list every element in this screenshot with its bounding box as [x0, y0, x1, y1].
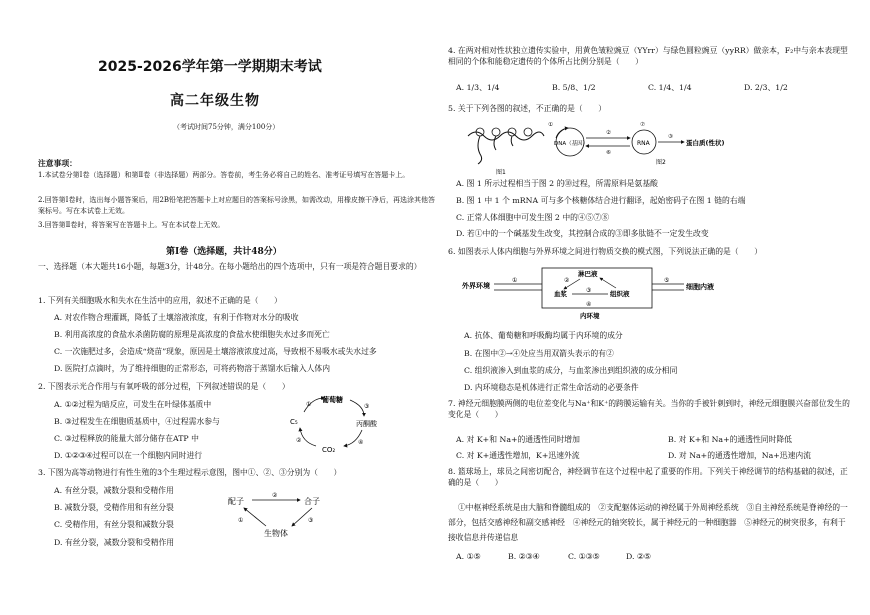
- q6-exchange-diagram: [460, 262, 720, 324]
- notes-heading: 注意事项：: [38, 159, 77, 168]
- q4-stem: 4. 在两对相对性状独立遗传实验中，用黄色皱粒豌豆（YYrr）与绿色圆粒豌豆（yyRR）做亲本，F₂中与亲本表现型相同的个体和能稳定遗传的个体所占比例分别是（ ）: [448, 46, 848, 66]
- q2-step-4: ④: [358, 439, 364, 446]
- q2-step-1: ①: [306, 401, 312, 408]
- q5-step-2: ②: [606, 130, 611, 136]
- q3-zygote-label: 合子: [304, 497, 320, 506]
- left-column: [38, 0, 438, 615]
- q5-protein-label: 蛋白质(性状): [686, 139, 725, 147]
- q8-statements: ①中枢神经系统是由大脑和脊髓组成的 ②支配躯体运动的神经属于外周神经系统 ③自主神经系统是脊神经的一部分，包括交感神经和副交感神经 ④神经元的轴突较长，属于神经元的一种细胞器 ⑤神经元的树突很多，有利于接收信息并传递信息: [448, 503, 848, 542]
- q5-step-1: ①: [548, 122, 553, 128]
- q4-option-a: A. 1/3、1/4: [456, 83, 500, 92]
- q5-step-7: ⑦: [640, 122, 645, 128]
- q3-stem: 3. 下图为高等动物进行有性生殖的3个生理过程示意图，图中①、②、③分别为（ ）: [38, 468, 342, 477]
- q6-step-4: ④: [586, 301, 592, 308]
- q5-option-a: A. 图 1 所示过程相当于图 2 的⑩过程，所需原料是氨基酸: [456, 179, 658, 188]
- q4-option-b: B. 5/8、1/2: [552, 83, 596, 92]
- q8-option-b: B. ②③④: [508, 552, 540, 561]
- q1-option-b: B. 利用高浓度的食盐水杀菌防腐的原理是高浓度的食盐水使细胞失水过多而死亡: [54, 330, 330, 339]
- q6-option-a: A. 抗体、葡萄糖和呼吸酶均属于内环境的成分: [464, 331, 623, 340]
- q3-option-a: A. 有丝分裂，减数分裂和受精作用: [54, 486, 174, 495]
- q3-option-c: C. 受精作用，有丝分裂和减数分裂: [54, 520, 174, 529]
- q7-stem: 7. 神经元细胞膜两侧的电位差变化与Na⁺和K⁺的跨膜运输有关。当你的手被针刺到时，神经元细胞膜兴奋部位发生的变化是（ ）: [448, 399, 850, 419]
- q3-step-3: ③: [308, 517, 314, 524]
- q1-option-c: C. 一次施肥过多，会造成“烧苗”现象，原因是土壤溶液浓度过高，导致根不易吸水或失水过多: [54, 347, 377, 356]
- q5-option-c: C. 正常人体细胞中可发生图 2 中的④⑤⑦⑧: [456, 213, 610, 222]
- q6-step-1: ①: [512, 277, 518, 284]
- q2-cycle-diagram: [286, 392, 386, 454]
- q2-option-b: B. ③过程发生在细胞质基质中，④过程需水参与: [54, 417, 220, 426]
- q2-option-d: D. ①②③④过程可以在一个细胞内同时进行: [54, 451, 203, 460]
- q8-option-d: D. ②⑤: [626, 552, 651, 561]
- exam-info: （考试时间75分钟，满分100分）: [173, 123, 280, 131]
- q7-option-a: A. 对 K+和 Na+的通透性同时增加: [456, 435, 580, 444]
- q2-option-c: C. ③过程释放的能量大部分储存在ATP 中: [54, 434, 199, 443]
- q4-option-c: C. 1/4、1/4: [648, 83, 692, 92]
- q5-rna-label: RNA: [637, 140, 650, 147]
- q6-step-2: ②: [564, 277, 570, 284]
- right-column: [448, 0, 853, 615]
- q5-figure-2: [548, 120, 748, 176]
- q2-step-3: ③: [364, 403, 370, 410]
- q6-stem: 6. 如图表示人体内细胞与外界环境之间进行物质交换的模式图，下列说法正确的是（ ）: [448, 247, 762, 256]
- section-instruction: 一、选择题（本大题共16小题，每题3分，计48分。在每小题给出的四个选项中，只有一项是符合题目要求的）: [38, 262, 422, 271]
- q1-stem: 1. 下列有关细胞吸水和失水在生活中的应用，叙述不正确的是（ ）: [38, 296, 282, 305]
- q7-option-c: C. 对 K+通透性增加，K+迅速外流: [456, 451, 580, 460]
- q4-option-d: D. 2/3、1/2: [744, 83, 788, 92]
- q3-step-1: ①: [238, 517, 244, 524]
- q5-figure-1: [466, 118, 546, 176]
- q2-co2-label: CO₂: [322, 446, 336, 454]
- q5-step-6: ⑥: [606, 150, 611, 156]
- q6-option-c: C. 组织液渗入到血浆的成分，与血浆渗出到组织液的成分相同: [464, 366, 678, 375]
- q5-fig1-caption: 图1: [496, 169, 506, 176]
- q2-c5-label: C₅: [290, 418, 298, 426]
- note-item: 3.回答第Ⅱ卷时，将答案写在答题卡上。写在本试卷上无效。: [38, 221, 225, 229]
- q5-option-b: B. 图 1 中 1 个 mRNA 可与多个核糖体结合进行翻译，起始密码子在图 1 链的右端: [456, 196, 746, 205]
- q6-option-b: B. 在图中②→④处应当用双箭头表示的有②: [464, 349, 614, 358]
- q2-pyruvate-label: 丙酮酸: [356, 420, 377, 428]
- q3-step-2: ②: [272, 492, 278, 499]
- note-item: 2.回答第Ⅰ卷时，选出每小题答案后，用2B铅笔把答题卡上对应题目的答案标号涂黑，如需改动，用橡皮擦干净后，再选涂其他答案标号。写在本试卷上无效。: [38, 196, 436, 215]
- q5-stem: 5. 关于下列各图的叙述，不正确的是（ ）: [448, 104, 607, 113]
- note-item: 1.本试卷分第Ⅰ卷（选择题）和第Ⅱ卷（非选择题）两部分。答卷前，考生务必将自己的姓名、准考证号填写在答题卡上。: [38, 171, 410, 179]
- q6-cell-label: 细胞内液: [686, 283, 714, 291]
- q8-option-c: C. ①③⑤: [568, 552, 600, 561]
- q3-organism-label: 生物体: [264, 529, 288, 538]
- q3-option-d: D. 有丝分裂，减数分裂和受精作用: [54, 538, 175, 547]
- q7-option-d: D. 对 Na+的通透性增加，Na+迅速内流: [668, 451, 811, 460]
- q5-fig2-caption: 图2: [656, 159, 666, 166]
- q7-option-b: B. 对 K+和 Na+的通透性同时降低: [668, 435, 792, 444]
- q6-step-3: ③: [586, 287, 592, 294]
- q6-outside-label: 外界环境: [462, 282, 490, 290]
- q6-option-d: D. 内环境稳态是机体进行正常生命活动的必要条件: [464, 383, 639, 392]
- q3-gamete-label: 配子: [228, 497, 244, 506]
- q5-dna-label: DNA（基因）: [554, 141, 589, 147]
- q6-plasma-label: 血浆: [554, 290, 567, 298]
- q3-option-b: B. 减数分裂，受精作用和有丝分裂: [54, 503, 174, 512]
- q2-option-a: A. ①②过程为暗反应，可发生在叶绿体基质中: [54, 400, 212, 409]
- q5-option-d: D. 若①中的一个碱基发生改变，其控制合成的③即多肽链不一定发生改变: [456, 229, 709, 238]
- exam-title: 2025-2026学年第一学期期末考试: [98, 59, 322, 75]
- exam-subtitle: 高二年级生物: [170, 93, 260, 109]
- q8-stem: 8. 篮球场上，球员之间密切配合，神经调节在这个过程中起了重要的作用。下列关于神经调节的结构基础的叙述，正确的是（ ）: [448, 467, 848, 487]
- q1-option-d: D. 医院打点滴时，为了维持细胞的正常形态，可将药物溶于蒸馏水后输入人体内: [54, 364, 331, 373]
- q5-step-3: ③: [668, 134, 673, 140]
- q6-step-5: ⑤: [664, 277, 670, 284]
- q1-option-a: A. 对农作物合理灌溉，降低了土壤溶液浓度，有利于作物对水分的吸收: [54, 313, 299, 322]
- q8-option-a: A. ①⑤: [456, 552, 481, 561]
- q2-stem: 2. 下图表示光合作用与有氧呼吸的部分过程，下列叙述错误的是（ ）: [38, 382, 290, 391]
- section-title: 第Ⅰ卷（选择题，共计48分）: [166, 247, 282, 257]
- q2-glucose-label: 葡萄糖: [322, 396, 343, 404]
- q3-cycle-diagram: [226, 488, 336, 540]
- q6-internal-label: 内环境: [580, 312, 600, 320]
- q2-step-2: ②: [296, 437, 302, 444]
- q6-tissue-label: 组织液: [610, 290, 630, 298]
- q6-lymph-label: 淋巴液: [578, 270, 598, 278]
